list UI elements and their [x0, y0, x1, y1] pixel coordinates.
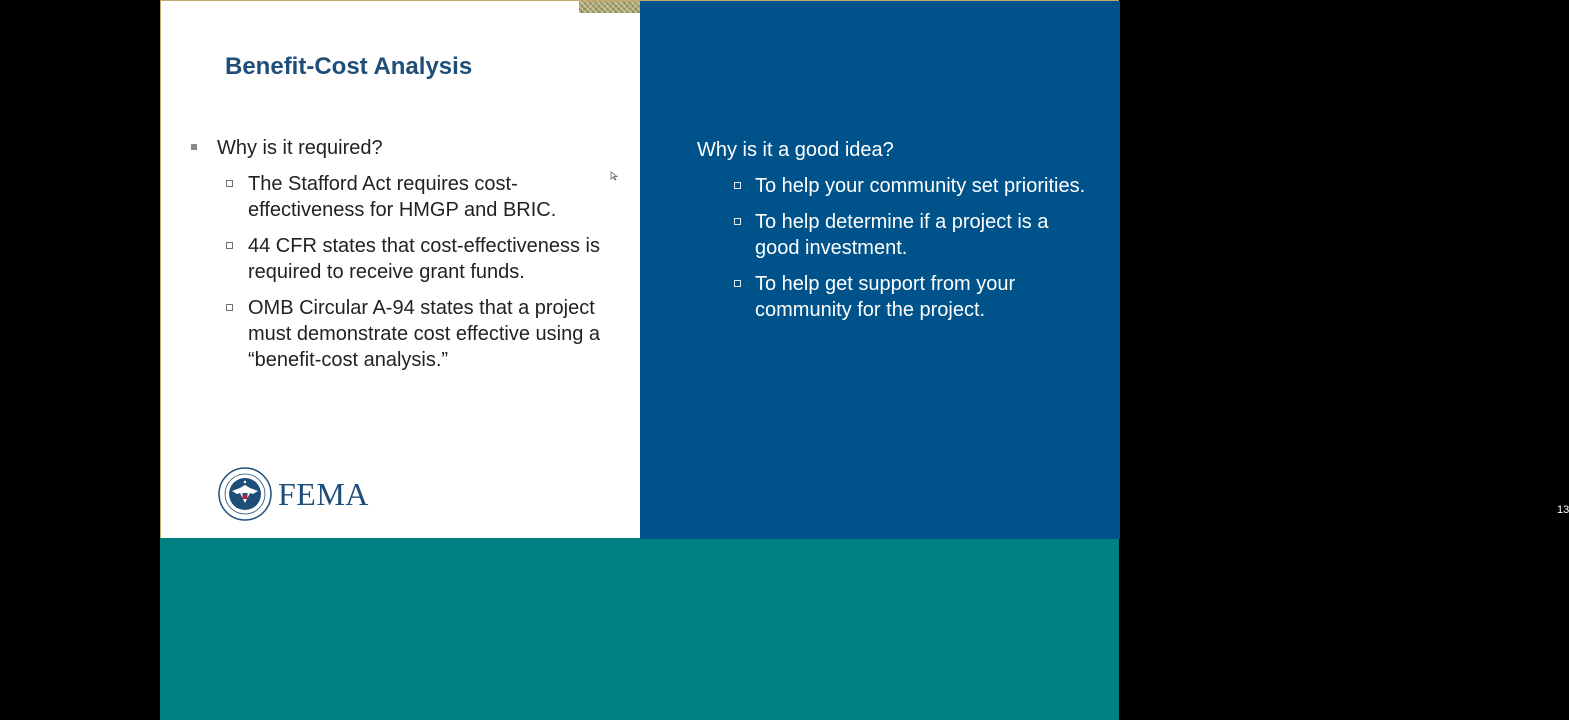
list-item-text: 44 CFR states that cost-effectiveness is required to receive grant funds. — [248, 235, 601, 283]
dhs-seal-icon — [218, 467, 272, 521]
hollow-square-bullet-icon — [734, 280, 741, 287]
slide-title: Benefit-Cost Analysis — [225, 53, 473, 80]
list-item-text: The Stafford Act requires cost-effectiveness for HMGP and BRIC. — [248, 173, 557, 221]
right-content — [697, 137, 1097, 333]
list-item — [697, 271, 1097, 323]
square-bullet-icon — [191, 144, 197, 150]
presentation-stage — [160, 0, 1569, 720]
list-item-text: To help determine if a project is a good investment. — [755, 211, 1049, 259]
list-item — [189, 233, 619, 285]
mouse-cursor-icon — [610, 171, 618, 181]
fema-logo — [218, 467, 369, 521]
slide — [160, 0, 1569, 538]
slide-number: 13 — [1557, 504, 1569, 516]
left-heading: Why is it required? — [217, 137, 383, 159]
hollow-square-bullet-icon — [226, 242, 233, 249]
list-item-text: OMB Circular A-94 states that a project must demonstrate cost effective using a “benefit-cost analysis.” — [248, 297, 601, 371]
list-item-text: To help get support from your community for the project. — [755, 273, 1016, 321]
right-panel — [640, 1, 1569, 539]
hollow-square-bullet-icon — [734, 182, 741, 189]
left-content — [189, 135, 619, 383]
list-item — [189, 295, 619, 373]
hollow-square-bullet-icon — [734, 218, 741, 225]
hollow-square-bullet-icon — [226, 180, 233, 187]
hollow-square-bullet-icon — [226, 304, 233, 311]
fema-wordmark: FEMA — [278, 475, 369, 512]
list-item — [697, 173, 1097, 199]
right-heading: Why is it a good idea? — [697, 139, 894, 161]
list-item — [189, 171, 619, 223]
list-item — [697, 209, 1097, 261]
left-heading-bullet — [189, 135, 619, 161]
list-item-text: To help your community set priorities. — [755, 175, 1086, 197]
